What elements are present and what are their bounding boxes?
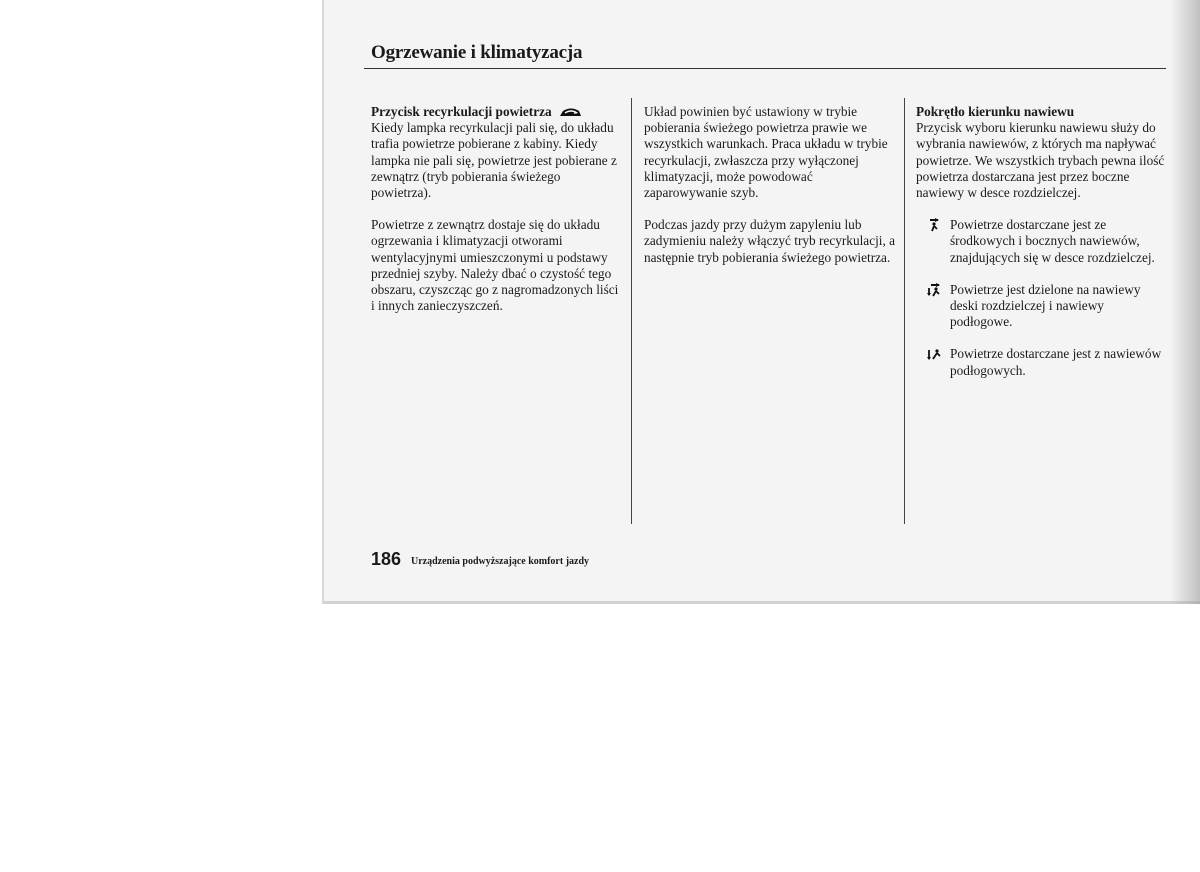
fresh-air-paragraph-2: Podczas jazdy przy dużym zapyleniu lub zadymieniu należy włączyć tryb recyrkulacji, a następnie tryb pobierania świeżego powietrza.	[644, 217, 896, 265]
mode-floor	[916, 346, 1166, 378]
footer-section-title: Urządzenia podwyższające komfort jazdy	[411, 556, 590, 567]
mode-bilevel	[916, 282, 1166, 331]
recirculation-icon	[557, 107, 585, 119]
column-divider	[631, 98, 632, 524]
recirculation-heading	[371, 104, 623, 120]
recirculation-paragraph-1: Kiedy lampka recyrkulacji pali się, do układu trafia powietrze pobierane z kabiny. Kiedy lampka nie pali się, powietrze jest pobierane z zewnątrz (tryb pobierania świeżego powietrza).	[371, 120, 617, 201]
column-airflow-direction	[916, 104, 1166, 395]
vent-face-icon	[916, 218, 950, 232]
mode-face	[916, 217, 1166, 266]
mode-floor-text: Powietrze dostarczane jest z nawiewów podłogowych.	[950, 346, 1162, 378]
column-fresh-air	[644, 104, 896, 282]
header-rule	[364, 68, 1166, 69]
mode-bilevel-text: Powietrze jest dzielone na nawiewy deski rozdzielczej i nawiewy podłogowe.	[950, 281, 1141, 330]
column-recirculation	[371, 104, 623, 330]
column-divider	[904, 98, 905, 524]
airflow-intro: Przycisk wyboru kierunku nawiewu służy do wybrania nawiewów, z których ma napływać powietrze. We wszystkich trybach pewna ilość powietrza dostarczana jest przez boczne nawiewy w desce rozdzielczej.	[916, 120, 1165, 201]
recirculation-heading-text: Przycisk recyrkulacji powietrza	[371, 104, 552, 119]
fresh-air-paragraph-1: Układ powinien być ustawiony w trybie pobierania świeżego powietrza prawie we wszystkich warunkach. Praca układu w trybie recyrkulacji, zwłaszcza przy wyłączonej klimatyzacji, może powodować zaparowywanie szyb.	[644, 104, 888, 201]
airflow-heading: Pokrętło kierunku nawiewu	[916, 104, 1075, 119]
recirculation-paragraph-2: Powietrze z zewnątrz dostaje się do układu ogrzewania i klimatyzacji otworami wentylacyjnymi umieszczonymi u podstawy przedniej szyby. Należy dbać o czystość tego obszaru, czyszcząc go z nagromadzonych liści i innych zanieczyszczeń.	[371, 217, 619, 314]
vent-floor-icon	[916, 347, 950, 361]
vent-bilevel-icon	[916, 283, 950, 297]
page-number: 186	[371, 549, 402, 569]
mode-face-text: Powietrze dostarczane jest ze środkowych i bocznych nawiewów, znajdujących się w desce rozdzielczej.	[950, 217, 1155, 265]
page-title: Ogrzewanie i klimatyzacja	[371, 42, 583, 63]
